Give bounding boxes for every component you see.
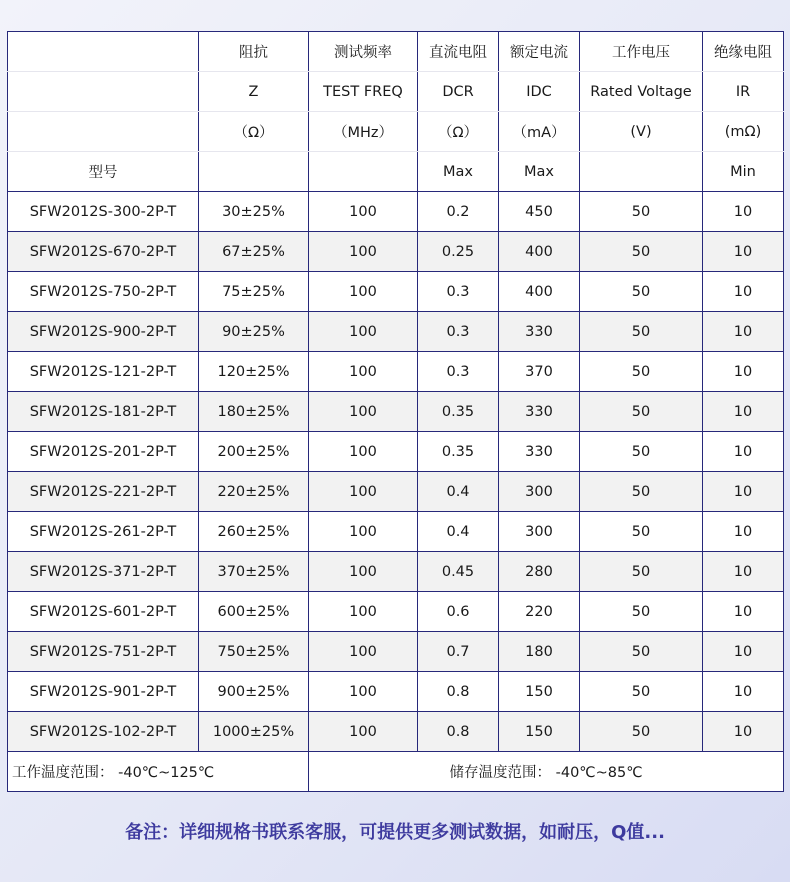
table-cell: 100: [309, 392, 418, 432]
table-row: [8, 712, 784, 752]
table-cell: 0.2: [418, 192, 499, 232]
table-cell: 330: [499, 312, 580, 352]
table-row: [8, 592, 784, 632]
table-row: [8, 472, 784, 512]
table-cell: 750±25%: [199, 632, 309, 672]
table-cell: 400: [499, 272, 580, 312]
header-cell: 直流电阻: [418, 32, 499, 72]
table-cell: 150: [499, 672, 580, 712]
part-number-cell: SFW2012S-201-2P-T: [8, 432, 199, 472]
table-cell: 100: [309, 712, 418, 752]
header-row: [8, 32, 784, 72]
table-cell: 0.25: [418, 232, 499, 272]
part-number-cell: SFW2012S-601-2P-T: [8, 592, 199, 632]
table-row: [8, 672, 784, 712]
table-cell: 10: [703, 672, 784, 712]
header-cell: （mA）: [499, 112, 580, 152]
table-row: [8, 352, 784, 392]
table-cell: 600±25%: [199, 592, 309, 632]
header-cell: （Ω）: [199, 112, 309, 152]
header-cell: (V): [580, 112, 703, 152]
table-cell: 10: [703, 592, 784, 632]
header-cell: DCR: [418, 72, 499, 112]
table-cell: 0.6: [418, 592, 499, 632]
table-cell: 0.4: [418, 512, 499, 552]
table-cell: 50: [580, 552, 703, 592]
header-cell: [199, 152, 309, 192]
table-cell: 67±25%: [199, 232, 309, 272]
table-cell: 0.4: [418, 472, 499, 512]
table-cell: 330: [499, 392, 580, 432]
table-cell: 100: [309, 512, 418, 552]
table-cell: 50: [580, 672, 703, 712]
table-cell: 1000±25%: [199, 712, 309, 752]
table-row: [8, 232, 784, 272]
header-cell: [8, 32, 199, 72]
table-cell: 100: [309, 672, 418, 712]
header-cell: Rated Voltage: [580, 72, 703, 112]
table-cell: 150: [499, 712, 580, 752]
header-cell: Max: [418, 152, 499, 192]
storage-temp-range: 储存温度范围： -40℃~85℃: [309, 752, 784, 792]
table-cell: 260±25%: [199, 512, 309, 552]
header-cell: [8, 112, 199, 152]
remark-note: 备注：详细规格书联系客服，可提供更多测试数据，如耐压，Q值...: [125, 822, 665, 843]
part-number-cell: SFW2012S-901-2P-T: [8, 672, 199, 712]
table-cell: 100: [309, 192, 418, 232]
table-cell: 0.8: [418, 712, 499, 752]
table-cell: 10: [703, 472, 784, 512]
table-cell: 100: [309, 472, 418, 512]
header-cell: Min: [703, 152, 784, 192]
table-cell: 75±25%: [199, 272, 309, 312]
header-cell: 额定电流: [499, 32, 580, 72]
part-number-cell: SFW2012S-181-2P-T: [8, 392, 199, 432]
table-cell: 10: [703, 512, 784, 552]
table-cell: 10: [703, 232, 784, 272]
header-cell: IDC: [499, 72, 580, 112]
table-cell: 300: [499, 512, 580, 552]
table-cell: 100: [309, 432, 418, 472]
header-cell: IR: [703, 72, 784, 112]
table-cell: 220±25%: [199, 472, 309, 512]
table-cell: 50: [580, 472, 703, 512]
header-cell: （MHz）: [309, 112, 418, 152]
header-cell: [309, 152, 418, 192]
header-cell: Max: [499, 152, 580, 192]
table-row: [8, 312, 784, 352]
header-cell: （Ω）: [418, 112, 499, 152]
table-cell: 10: [703, 352, 784, 392]
table-cell: 120±25%: [199, 352, 309, 392]
table-row: [8, 272, 784, 312]
table-cell: 100: [309, 632, 418, 672]
part-number-cell: SFW2012S-261-2P-T: [8, 512, 199, 552]
table-cell: 100: [309, 592, 418, 632]
table-cell: 50: [580, 192, 703, 232]
table-row: [8, 192, 784, 232]
table-row: [8, 632, 784, 672]
table-cell: 0.7: [418, 632, 499, 672]
part-number-cell: SFW2012S-750-2P-T: [8, 272, 199, 312]
table-cell: 50: [580, 512, 703, 552]
part-number-cell: SFW2012S-300-2P-T: [8, 192, 199, 232]
table-cell: 10: [703, 552, 784, 592]
header-cell: [8, 72, 199, 112]
operating-temp-range: 工作温度范围： -40℃~125℃: [8, 752, 309, 792]
table-cell: 50: [580, 432, 703, 472]
table-cell: 100: [309, 272, 418, 312]
header-cell: 阻抗: [199, 32, 309, 72]
table-cell: 10: [703, 272, 784, 312]
table-cell: 0.35: [418, 392, 499, 432]
header-row: [8, 72, 784, 112]
table-cell: 10: [703, 312, 784, 352]
table-cell: 0.3: [418, 272, 499, 312]
table-cell: 200±25%: [199, 432, 309, 472]
table-cell: 50: [580, 592, 703, 632]
part-number-cell: SFW2012S-670-2P-T: [8, 232, 199, 272]
header-cell: 工作电压: [580, 32, 703, 72]
part-number-cell: SFW2012S-751-2P-T: [8, 632, 199, 672]
header-cell: [580, 152, 703, 192]
part-number-cell: SFW2012S-221-2P-T: [8, 472, 199, 512]
header-row: [8, 112, 784, 152]
table-cell: 0.3: [418, 352, 499, 392]
table-cell: 400: [499, 232, 580, 272]
table-cell: 90±25%: [199, 312, 309, 352]
table-cell: 10: [703, 192, 784, 232]
table-cell: 50: [580, 312, 703, 352]
table-cell: 450: [499, 192, 580, 232]
spec-table-body: [8, 32, 784, 792]
spec-table-wrapper: [7, 31, 783, 792]
table-cell: 900±25%: [199, 672, 309, 712]
header-row: [8, 152, 784, 192]
table-cell: 10: [703, 432, 784, 472]
table-cell: 100: [309, 312, 418, 352]
header-cell: TEST FREQ: [309, 72, 418, 112]
header-cell: 绝缘电阻: [703, 32, 784, 72]
table-cell: 0.3: [418, 312, 499, 352]
table-cell: 10: [703, 392, 784, 432]
table-cell: 100: [309, 352, 418, 392]
table-cell: 220: [499, 592, 580, 632]
table-cell: 330: [499, 432, 580, 472]
table-cell: 50: [580, 352, 703, 392]
table-cell: 300: [499, 472, 580, 512]
table-cell: 180: [499, 632, 580, 672]
part-number-cell: SFW2012S-900-2P-T: [8, 312, 199, 352]
header-cell: Z: [199, 72, 309, 112]
table-cell: 0.35: [418, 432, 499, 472]
part-number-cell: SFW2012S-121-2P-T: [8, 352, 199, 392]
table-cell: 50: [580, 392, 703, 432]
header-cell: 测试频率: [309, 32, 418, 72]
header-cell: 型号: [8, 152, 199, 192]
footer-row: [8, 752, 784, 792]
table-cell: 180±25%: [199, 392, 309, 432]
table-cell: 10: [703, 712, 784, 752]
spec-table: [7, 31, 784, 792]
part-number-cell: SFW2012S-102-2P-T: [8, 712, 199, 752]
table-row: [8, 512, 784, 552]
table-cell: 370: [499, 352, 580, 392]
table-cell: 10: [703, 632, 784, 672]
table-row: [8, 432, 784, 472]
table-cell: 50: [580, 232, 703, 272]
table-cell: 280: [499, 552, 580, 592]
header-cell: (mΩ): [703, 112, 784, 152]
table-cell: 30±25%: [199, 192, 309, 232]
table-cell: 100: [309, 552, 418, 592]
table-row: [8, 392, 784, 432]
part-number-cell: SFW2012S-371-2P-T: [8, 552, 199, 592]
table-cell: 0.45: [418, 552, 499, 592]
table-cell: 370±25%: [199, 552, 309, 592]
table-cell: 50: [580, 272, 703, 312]
table-cell: 50: [580, 712, 703, 752]
table-cell: 50: [580, 632, 703, 672]
table-cell: 0.8: [418, 672, 499, 712]
table-cell: 100: [309, 232, 418, 272]
table-row: [8, 552, 784, 592]
